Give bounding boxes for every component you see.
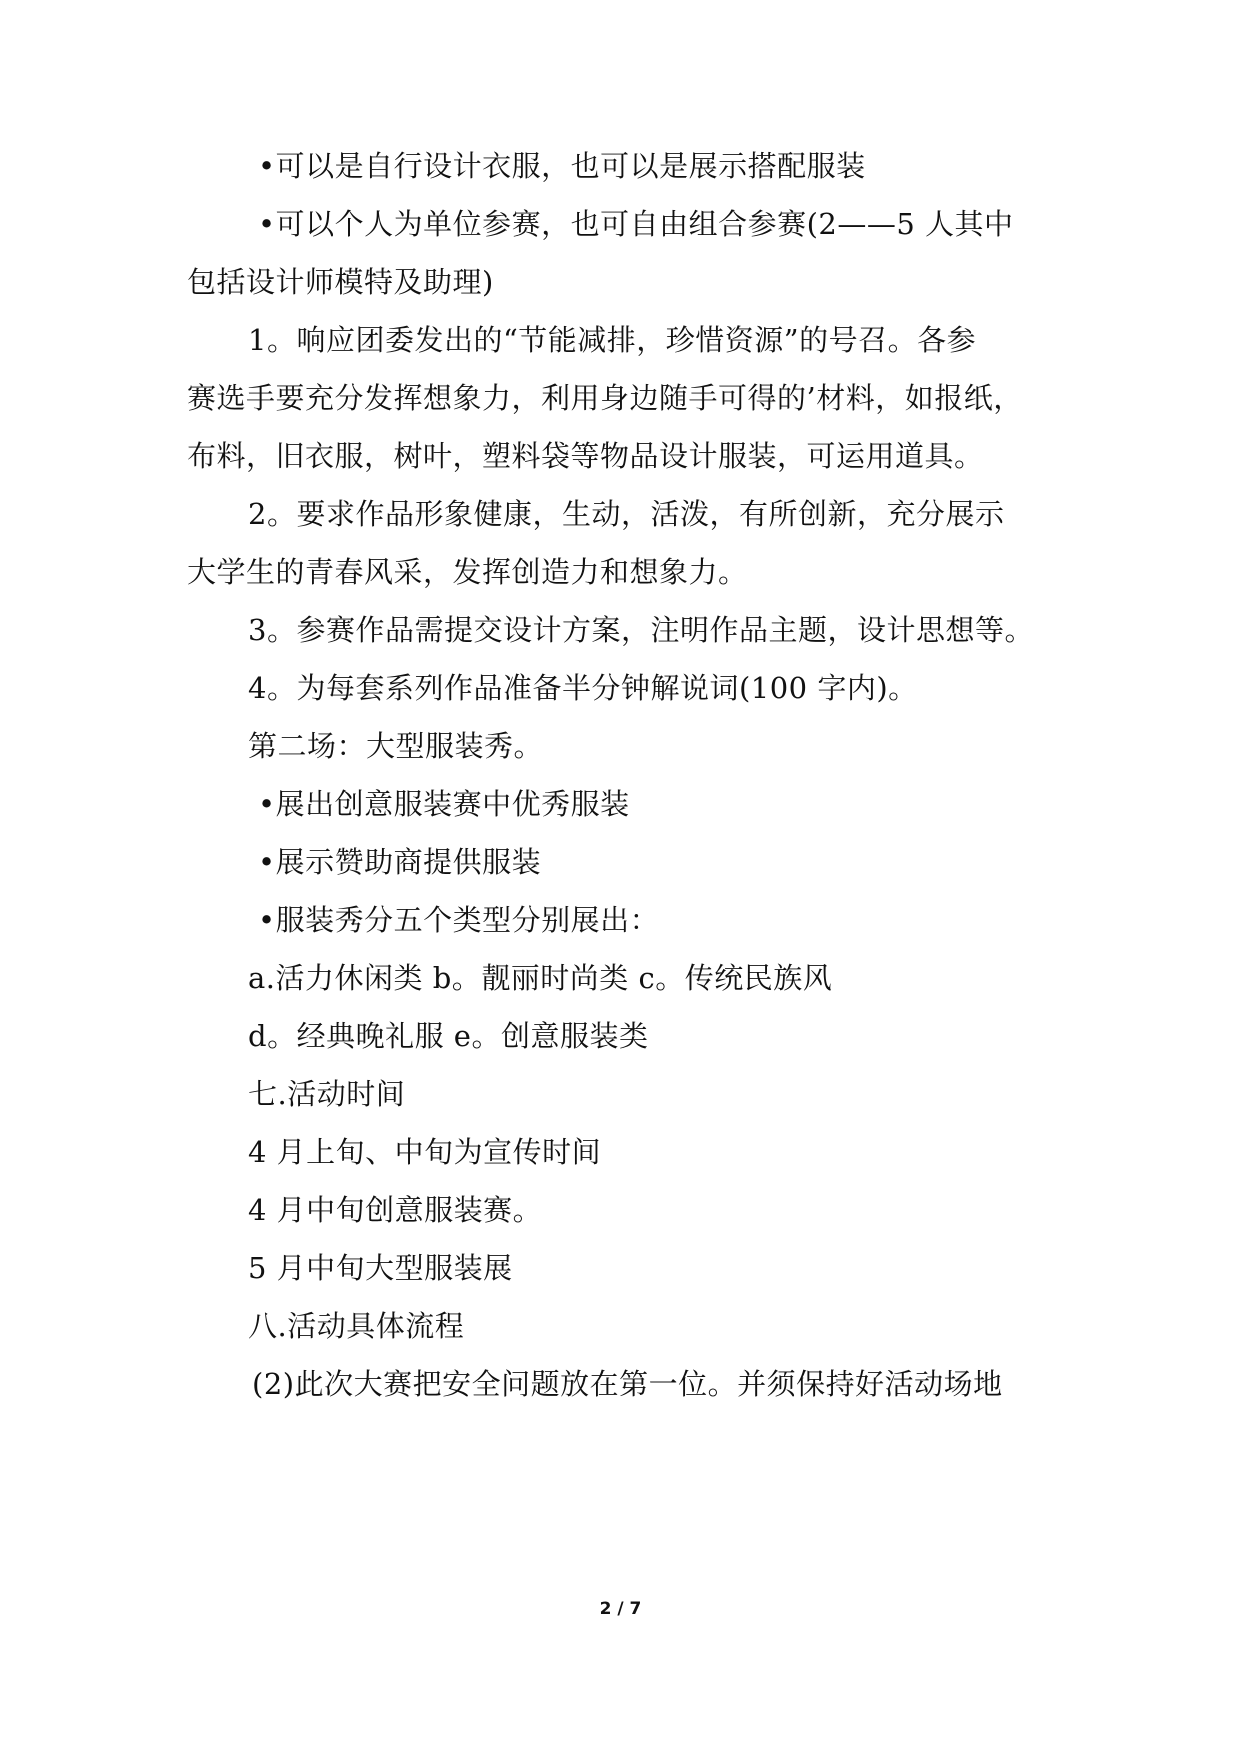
text-line-materials: 赛选手要充分发挥想象力，利用身边随手可得的’材料，如报纸， [187, 381, 1023, 415]
bullet-line-excellent-clothing: •展出创意服装赛中优秀服装 [258, 787, 630, 821]
schedule-line-exhibition: 5 月中旬大型服装展 [248, 1251, 513, 1285]
bullet-line-participation: •可以个人为单位参赛，也可自由组合参赛(2——5 人其中 [258, 207, 1014, 241]
text-line-team-members: 包括设计师模特及助理) [187, 265, 494, 299]
bullet-line-sponsor-clothing: •展示赞助商提供服装 [258, 845, 542, 879]
text-line-creativity: 大学生的青春风采，发挥创造力和想象力。 [187, 555, 748, 589]
category-line-abc: a.活力休闲类 b。靓丽时尚类 c。传统民族风 [248, 961, 833, 995]
text-line-safety: (2)此次大赛把安全问题放在第一位。并须保持好活动场地 [252, 1367, 1003, 1401]
numbered-line-1: 1。响应团委发出的“节能减排，珍惜资源”的号召。各参 [248, 323, 977, 357]
section-heading-second-show: 第二场：大型服装秀。 [248, 729, 544, 763]
section-heading-activity-time: 七.活动时间 [248, 1077, 406, 1111]
bullet-line-five-types: •服装秀分五个类型分别展出： [258, 903, 660, 937]
numbered-line-3: 3。参赛作品需提交设计方案，注明作品主题，设计思想等。 [248, 613, 1034, 647]
schedule-line-contest: 4 月中旬创意服装赛。 [248, 1193, 543, 1227]
numbered-line-4: 4。为每套系列作品准备半分钟解说词(100 字内)。 [248, 671, 918, 705]
section-heading-activity-process: 八.活动具体流程 [248, 1309, 465, 1343]
text-line-props: 布料，旧衣服，树叶，塑料袋等物品设计服装，可运用道具。 [187, 439, 984, 473]
schedule-line-publicity: 4 月上旬、中旬为宣传时间 [248, 1135, 602, 1169]
bullet-line-design-clothes: •可以是自行设计衣服，也可以是展示搭配服装 [258, 149, 866, 183]
category-line-de: d。经典晚礼服 e。创意服装类 [248, 1019, 649, 1053]
numbered-line-2: 2。要求作品形象健康，生动，活泼，有所创新，充分展示 [248, 497, 1005, 531]
page-number: 2 / 7 [599, 1599, 642, 1619]
